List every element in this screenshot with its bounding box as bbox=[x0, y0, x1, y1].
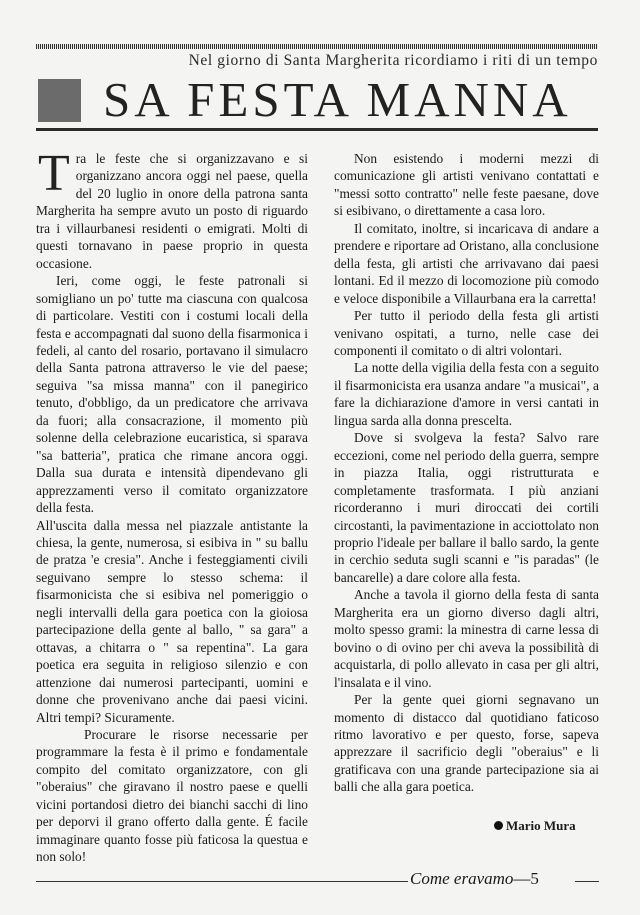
paragraph: Per la gente quei giorni segnavano un momento di distacco dal quotidiano faticoso ritmo lavorativo e per questo, forse, sapeva apprezzare il sacrificio degli "oberaius" e li gratificava con una grande partecipazione sia ai balli che alla gara poetica. bbox=[334, 692, 599, 795]
page-number: 5 bbox=[530, 869, 539, 888]
paragraph: Ieri, come oggi, le feste patronali si somigliano un po' tutte ma ciascuna con qualcosa di particolare. Vestiti con i costumi locali della festa e accompagnati dal suono della fisarmonica i fedeli, al canto del rosario, portavano il simulacro della Santa patrona attraverso le vie del paese; seguiva "sa missa manna" con il panegirico tenuto, d'obbligo, da un predicatore che arrivava da fuori; alla consacrazione, il momento più solenne della celebrazione eucaristica, si sparava "sa batteria", pratica che rimane ancora oggi. Dalla sua durata e intensità dipendevano gli apprezzamenti verso il comitato organizzatore della festa. bbox=[36, 273, 308, 516]
footer-rule-right bbox=[575, 881, 599, 882]
footer-rule-left bbox=[36, 881, 408, 882]
paragraph bbox=[36, 145, 308, 272]
top-rule bbox=[36, 44, 598, 49]
kicker: Nel giorno di Santa Margherita ricordiamo i riti di un tempo bbox=[188, 52, 598, 69]
paragraph: Per tutto il periodo della festa gli artisti venivano ospitati, a turno, nelle case dei componenti il comitato o di altri volontari. bbox=[334, 308, 599, 358]
title-rule bbox=[36, 128, 598, 131]
paragraph: Non esistendo i moderni mezzi di comunicazione gli artisti venivano contattati e "messi sotto contratto" nelle feste paesane, dove si esibivano, o direttamente a casa loro. bbox=[334, 151, 599, 219]
footer bbox=[410, 869, 539, 889]
paragraph: All'uscita dalla messa nel piazzale antistante la chiesa, la gente, numerosa, si esibiva in " su ballu de pratza 'e cresia". Anche i festeggiamenti civili seguivano sempre lo stesso schema: il fisarmonicista che si esibiva nel pomeriggio o negli intervalli della gara poetica con la gioiosa partecipazione della gente al ballo, " sa gara" a ottavas, a chitarra o " sa repentina". La gara poetica era seguita in religioso silenzio e con attenzione dai numerosi partecipanti, uomini e donne che provenivano anche dai paesi vicini. Altri tempi? Sicuramente. bbox=[36, 517, 308, 725]
paragraph: Dove si svolgeva la festa? Salvo rare eccezioni, come nel periodo della guerra, sempre in piazza Italia, oggi ristrutturata e completamente trasformata. I più anziani ricorderanno i muri diroccati dei cortili circostanti, la pavimentazione in acciottolato non proprio l'ideale per ballare il ballo sardo, la gente in cerchio seduta sugli scanni e "is paradas" (le bancarelle) a dare colore alla festa. bbox=[334, 430, 599, 585]
bullet-icon bbox=[494, 821, 503, 830]
paragraph: Il comitato, inoltre, si incaricava di andare a prendere e riportare ad Oristano, alla conclusione della festa, gli artisti che arrivavano dai paesi lontani. Ed il mezzo di locomozione più comodo e veloce disponibile a Villaurbana era la carretta! bbox=[334, 220, 599, 306]
drop-cap: T bbox=[38, 145, 70, 202]
paragraph-text: ra le feste che si organizzavano e si organizzano ancora oggi nel paese, quella del 20 luglio in onore della patrona santa Margherita ha sempre avuto un posto di riguardo tra i villaurbanesi residenti o emigrati. Molti di questi tornavano in paese proprio in questa occasione. bbox=[36, 151, 308, 271]
article-title: SA FESTA MANNA bbox=[103, 72, 572, 127]
author-name: Mario Mura bbox=[506, 818, 576, 833]
left-column bbox=[36, 145, 308, 866]
footer-dash: — bbox=[513, 869, 531, 888]
paragraph: La notte della vigilia della festa con a seguito il fisarmonicista era usanza andare "a musicai", a fare la dichiarazione d'amore in versi cantati in lingua sarda alla donna prescelta. bbox=[334, 360, 599, 428]
right-column bbox=[334, 150, 599, 796]
paragraph: Procurare le risorse necessarie per programmare la festa è il primo e fondamentale compito del comitato organizzatore, con gli "oberaius" che giravano il nostro paese e quelli vicini portandosi dietro dei bianchi sacchi di lino per deporvi il grano offerto dalla gente. É facile immaginare quanto fosse più faticosa la questua e non solo! bbox=[36, 726, 308, 865]
paragraph: Anche a tavola il giorno della festa di santa Margherita era un giorno diverso dagli altri, molto spesso grami: la minestra di carne lessa di bovino o di ovino per chi aveva la possibilità di acquistarla, di pollo allevato in casa per gli altri, l'insalata e il vino. bbox=[334, 587, 599, 690]
author-byline bbox=[494, 818, 576, 834]
section-name: Come eravamo bbox=[410, 869, 514, 888]
title-block bbox=[38, 79, 81, 122]
